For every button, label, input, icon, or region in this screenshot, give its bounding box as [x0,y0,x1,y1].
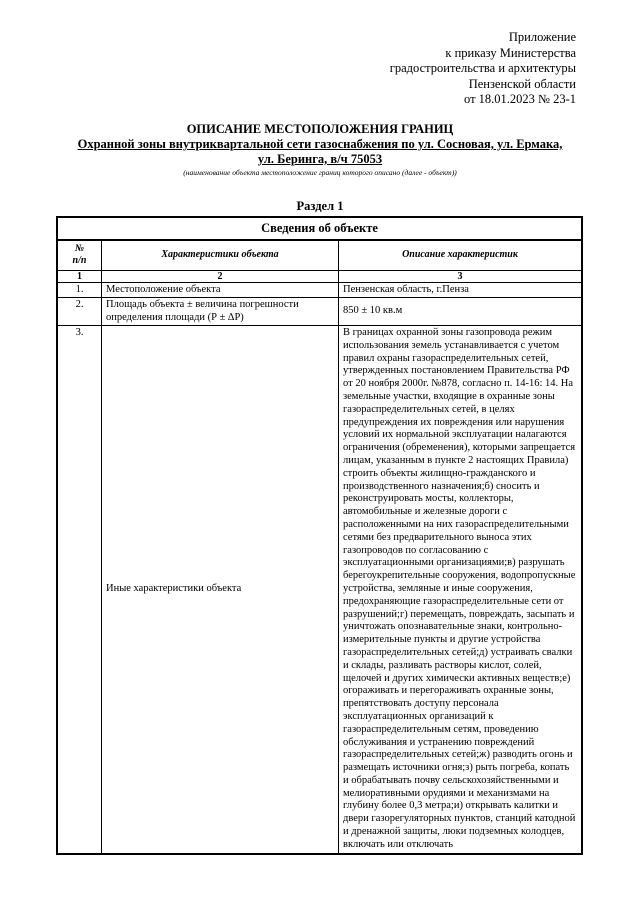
title-block [60,122,580,178]
object-name-line1: Охранной зоны внутриквартальной сети газоснабжения по ул. Сосновая, ул. Ермака, [77,137,563,151]
row-number: 1. [57,282,102,298]
row-number: 2. [57,298,102,326]
appendix-block [390,30,576,108]
table-caption-row [57,217,582,240]
column-header-num [57,240,102,271]
row-characteristic: Площадь объекта ± величина погрешности определения площади (Р ± ∆Р) [102,298,339,326]
table-caption: Сведения об объекте [57,217,582,240]
table-row [57,282,582,298]
index-cell: 1 [57,270,102,282]
row-description: Пензенская область, г.Пенза [339,282,583,298]
appendix-line: Пензенской области [468,76,576,91]
table-row [57,298,582,326]
column-header-description: Описание характеристик [339,240,583,271]
index-row [57,270,582,282]
column-header-characteristic: Характеристики объекта [102,240,339,271]
row-characteristic: Местоположение объекта [102,282,339,298]
section-title: Раздел 1 [296,199,344,213]
table-row [57,326,582,854]
appendix-line: от 18.01.2023 № 23-1 [463,92,576,106]
object-info-table [56,216,583,855]
row-description: В границах охранной зоны газопровода режим использования земель устанавливается с учетом правил охраны газораспределительных сетей, утвержденных постановлением Правительства РФ от 20 ноября 2000г. №878, согласно п. 14-16: 14. На земельные участки, входящие в охранные зоны газораспределительных сетей, в целях предупреждения их повреждения или нарушения условий их нормальной эксплуатации налагаются ограничения (обременения), которыми запрещается лицам, указанным в пункте 2 настоящих Правила) строить объекты жилищно-гражданского и производственного назначения;б) сносить и реконструировать мосты, коллекторы, автомобильные и железные дороги с расположенными на них газораспределительными сетями без предварительного выноса этих газопроводов по согласованию с эксплуатационными организациями;в) разрушать берегоукрепительные сооружения, водопропускные устройства, земляные и иные сооружения, предохраняющие газораспределительные сети от разрушений;г) перемещать, повреждать, засыпать и уничтожать опознавательные знаки, контрольно-измерительные пункты и другие устройства газораспределительных сетей;д) устраивать свалки и склады, разливать растворы кислот, солей, щелочей и других химически активных веществ;е) огораживать и перегораживать охранные зоны, препятствовать доступу персонала эксплуатационных организаций к газораспределительным сетям, проведению обслуживания и устранению повреждений газораспределительных сетей;ж) разводить огонь и размещать источники огня;з) рыть погреба, копать и обрабатывать почву сельскохозяйственными и мелиоративными орудиями и механизмами на глубину более 0,3 метра;и) открывать калитки и двери газорегуляторных пунктов, станций катодной и дренажной защиты, люки подземных колодцев, включать или отключать [339,326,583,854]
appendix-line: к приказу Министерства [445,45,576,60]
index-cell: 3 [339,270,583,282]
row-characteristic: Иные характеристики объекта [102,326,339,854]
document-title: ОПИСАНИЕ МЕСТОПОЛОЖЕНИЯ ГРАНИЦ [186,122,454,136]
appendix-line: Приложение [508,30,576,44]
row-number: 3. [57,326,102,854]
column-header-row [57,240,582,271]
appendix-line: градостроительства и архитектуры [389,61,576,75]
object-caption: (наименование объекта местоположение границ которого описано (далее - объект)) [183,168,457,177]
object-name-line2: ул. Беринга, в/ч 75053 [257,152,383,166]
column-header-num-text: № п/п [72,242,87,266]
row-description: 850 ± 10 кв.м [339,298,583,326]
index-cell: 2 [102,270,339,282]
